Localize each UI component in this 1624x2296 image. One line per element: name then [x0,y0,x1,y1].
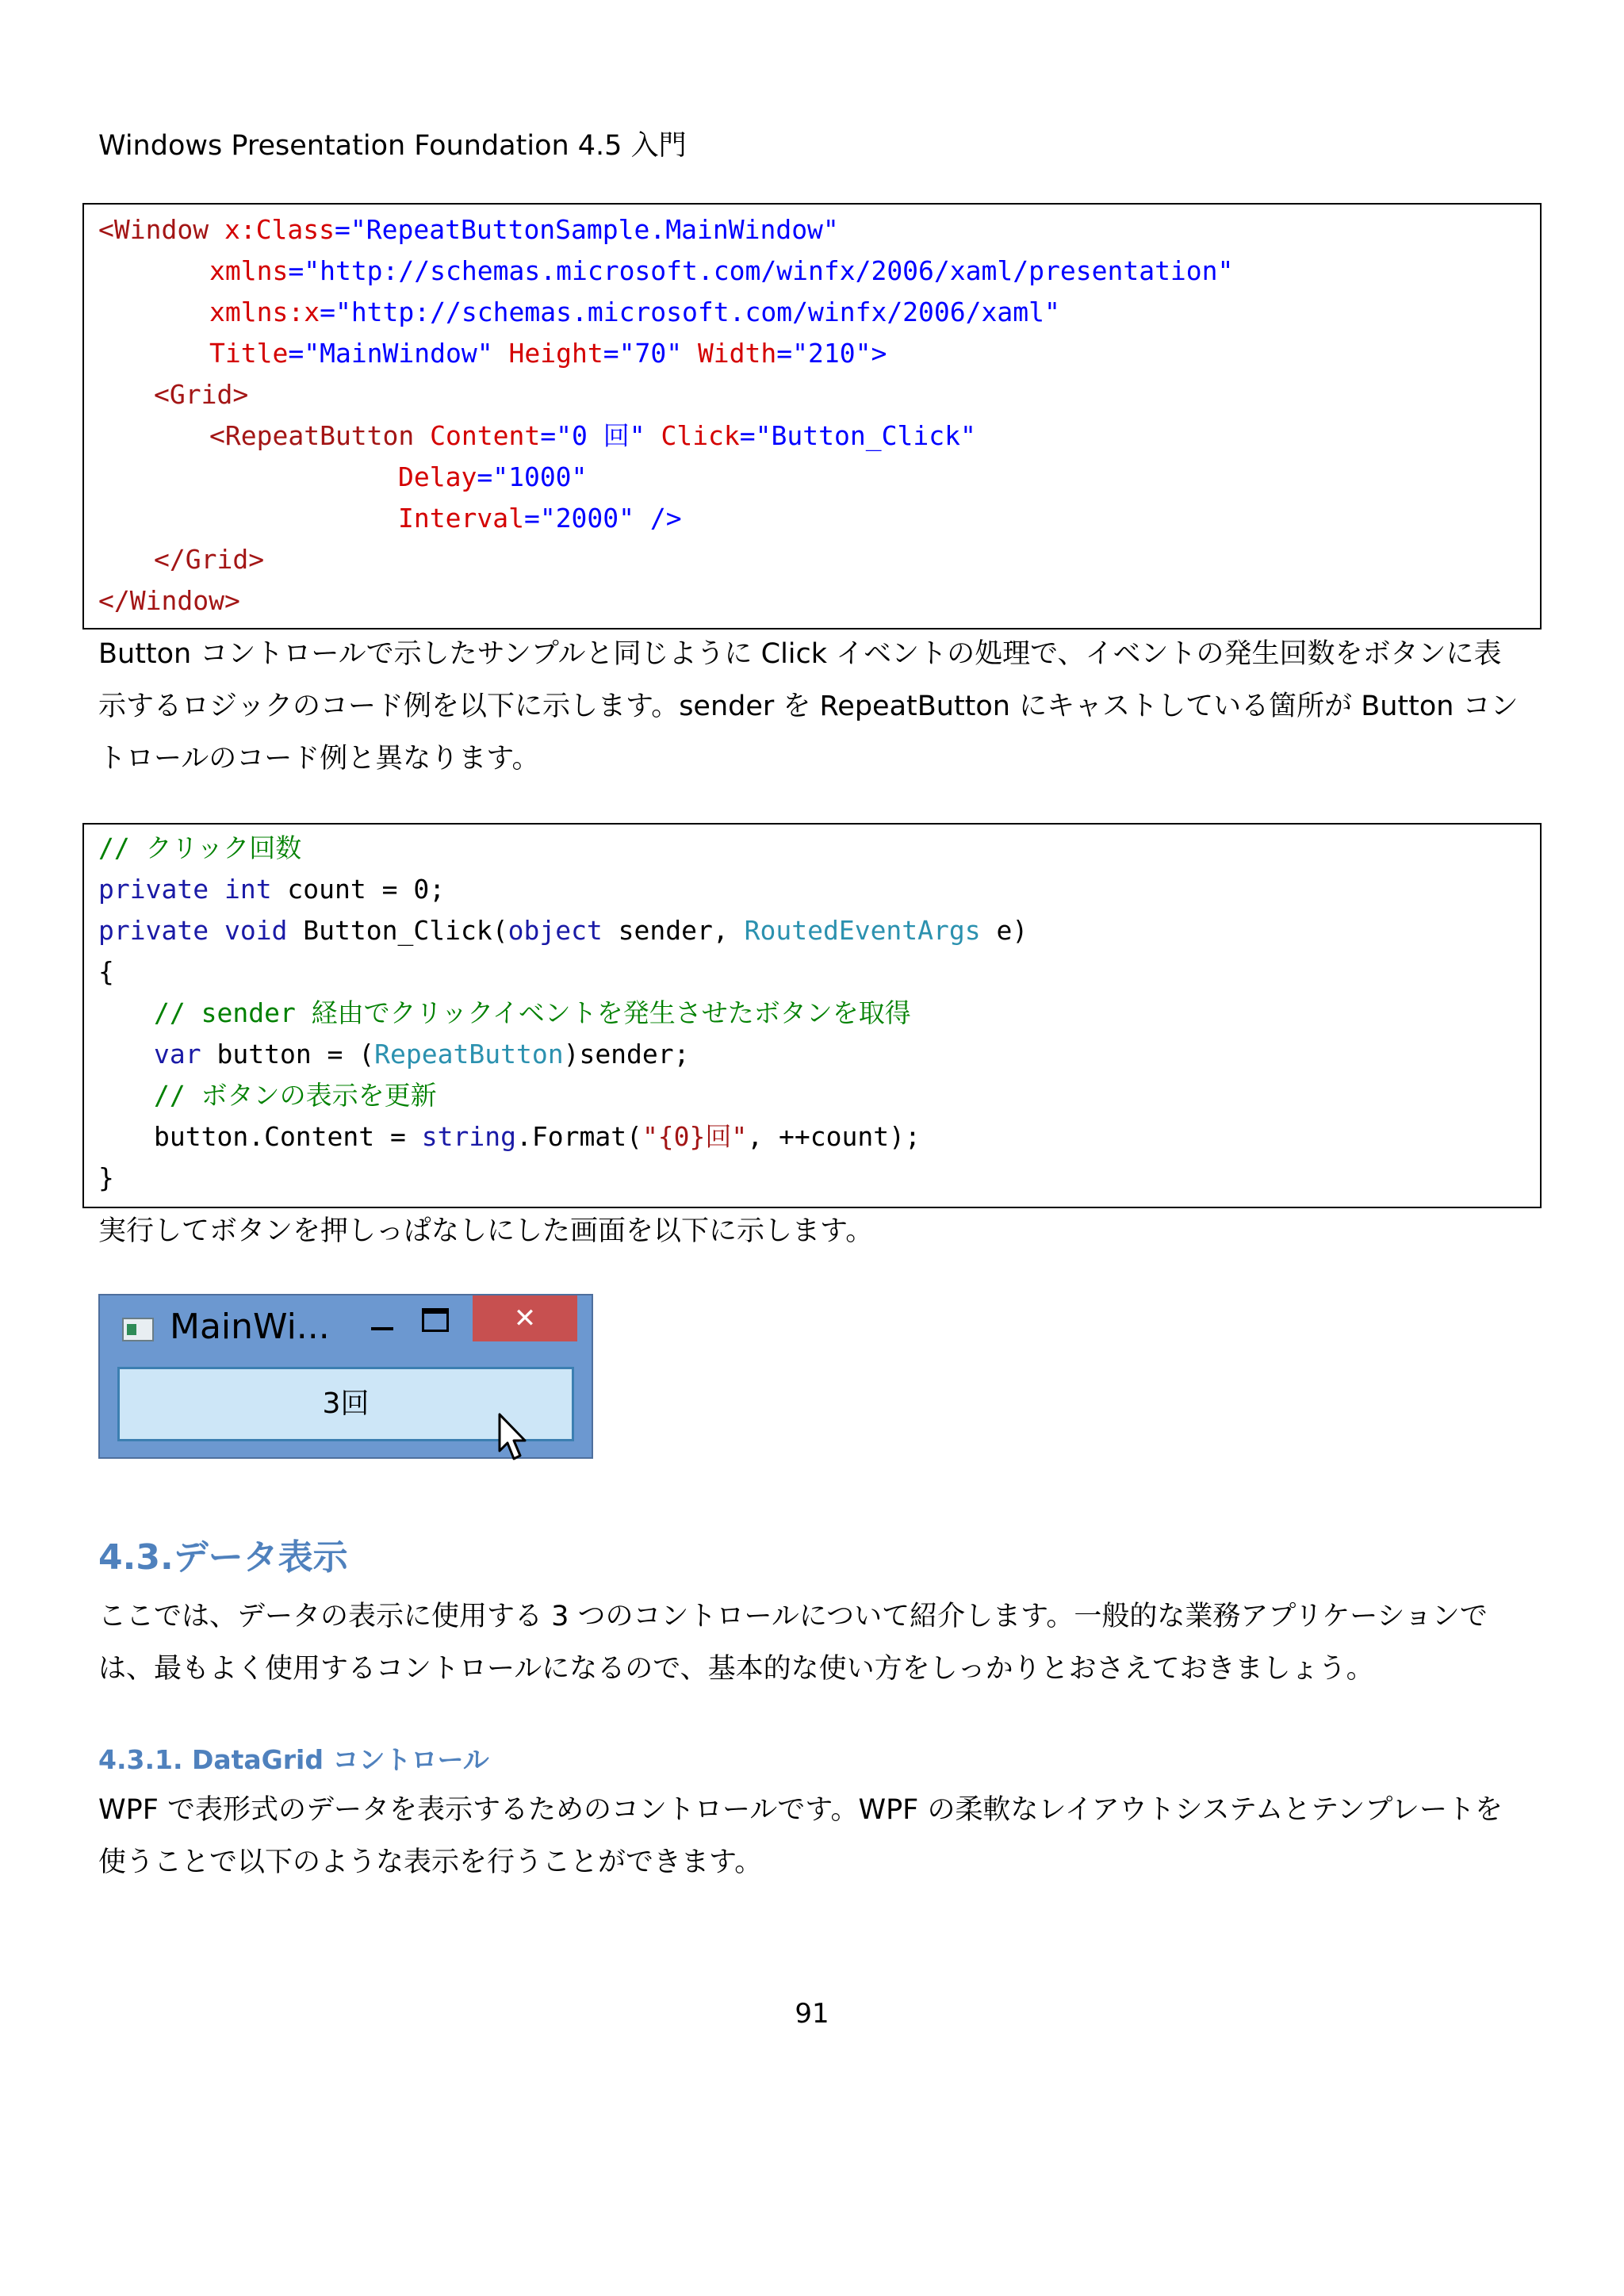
xaml-line-2: xmlns="http://schemas.microsoft.com/winfx/2006/xaml/presentation" [209,255,1234,286]
close-button[interactable]: ✕ [473,1295,577,1341]
xaml-line-4: Title="MainWindow" Height="70" Width="210"> [209,338,887,369]
cs-line-7: // ボタンの表示を更新 [154,1080,437,1111]
cs-line-3: private void Button_Click(object sender, RoutedEventArgs e) [98,915,1028,946]
paragraph-repeatbutton-logic: Button コントロールで示したサンプルと同じように Click イベントの処理で、イベントの発生回数をボタンに表示するロジックのコード例を以下に示します。sender を RepeatButton にキャストしている箇所が Button コントロールのコード例と異なります。 [98,638,1519,775]
paragraph-run-result: 実行してボタンを押しっぱなしにした画面を以下に示します。 [98,1215,874,1247]
app-icon [122,1318,154,1341]
xaml-line-8: Interval="2000" /> [398,503,682,534]
xaml-line-6: <RepeatButton Content="0 回" Click="Button_Click" [209,420,976,451]
xaml-line-3: xmlns:x="http://schemas.microsoft.com/winfx/2006/xaml" [209,297,1060,327]
paragraph-datagrid-intro: WPF で表形式のデータを表示するためのコントロールです。WPF の柔軟なレイアウトシステムとテンプレートを使うことで以下のような表示を行うことができます。 [98,1794,1503,1878]
cs-line-4: { [98,956,114,987]
csharp-code-block [82,823,1542,1208]
xaml-line-1: <Window x:Class="RepeatButtonSample.MainWindow" [98,214,839,245]
running-header: Windows Presentation Foundation 4.5 入門 [98,130,687,162]
xaml-line-9: </Grid> [154,544,265,575]
xaml-line-10: </Window> [98,585,240,616]
page-number: 91 [795,1998,829,2030]
repeat-button[interactable]: 3回 [117,1367,574,1441]
xaml-line-7: Delay="1000" [398,461,588,492]
mouse-cursor-icon [498,1413,530,1462]
xaml-line-5: <Grid> [154,379,249,410]
cs-line-2: private int count = 0; [98,874,446,905]
mainwindow-screenshot [98,1294,593,1459]
subsection-heading: 4.3.1. DataGrid コントロール [98,1744,489,1775]
minimize-icon[interactable] [362,1308,401,1340]
section-heading: 4.3.データ表示 [98,1537,348,1578]
window-title: MainWi... [170,1307,330,1347]
cs-line-1: // クリック回数 [98,832,302,863]
maximize-icon[interactable] [422,1308,449,1332]
xaml-code-block [82,203,1542,629]
paragraph-data-display-intro: ここでは、データの表示に使用する 3 つのコントロールについて紹介します。一般的な業務アプリケーションでは、最もよく使用するコントロールになるので、基本的な使い方をしっかりとおさえておきましょう。 [98,1601,1488,1685]
cs-line-9: } [98,1162,114,1193]
cs-line-5: // sender 経由でクリックイベントを発生させたボタンを取得 [154,997,911,1028]
cs-line-6: var button = (RepeatButton)sender; [154,1039,690,1070]
cs-line-8: button.Content = string.Format("{0}回", ++count); [154,1121,921,1152]
